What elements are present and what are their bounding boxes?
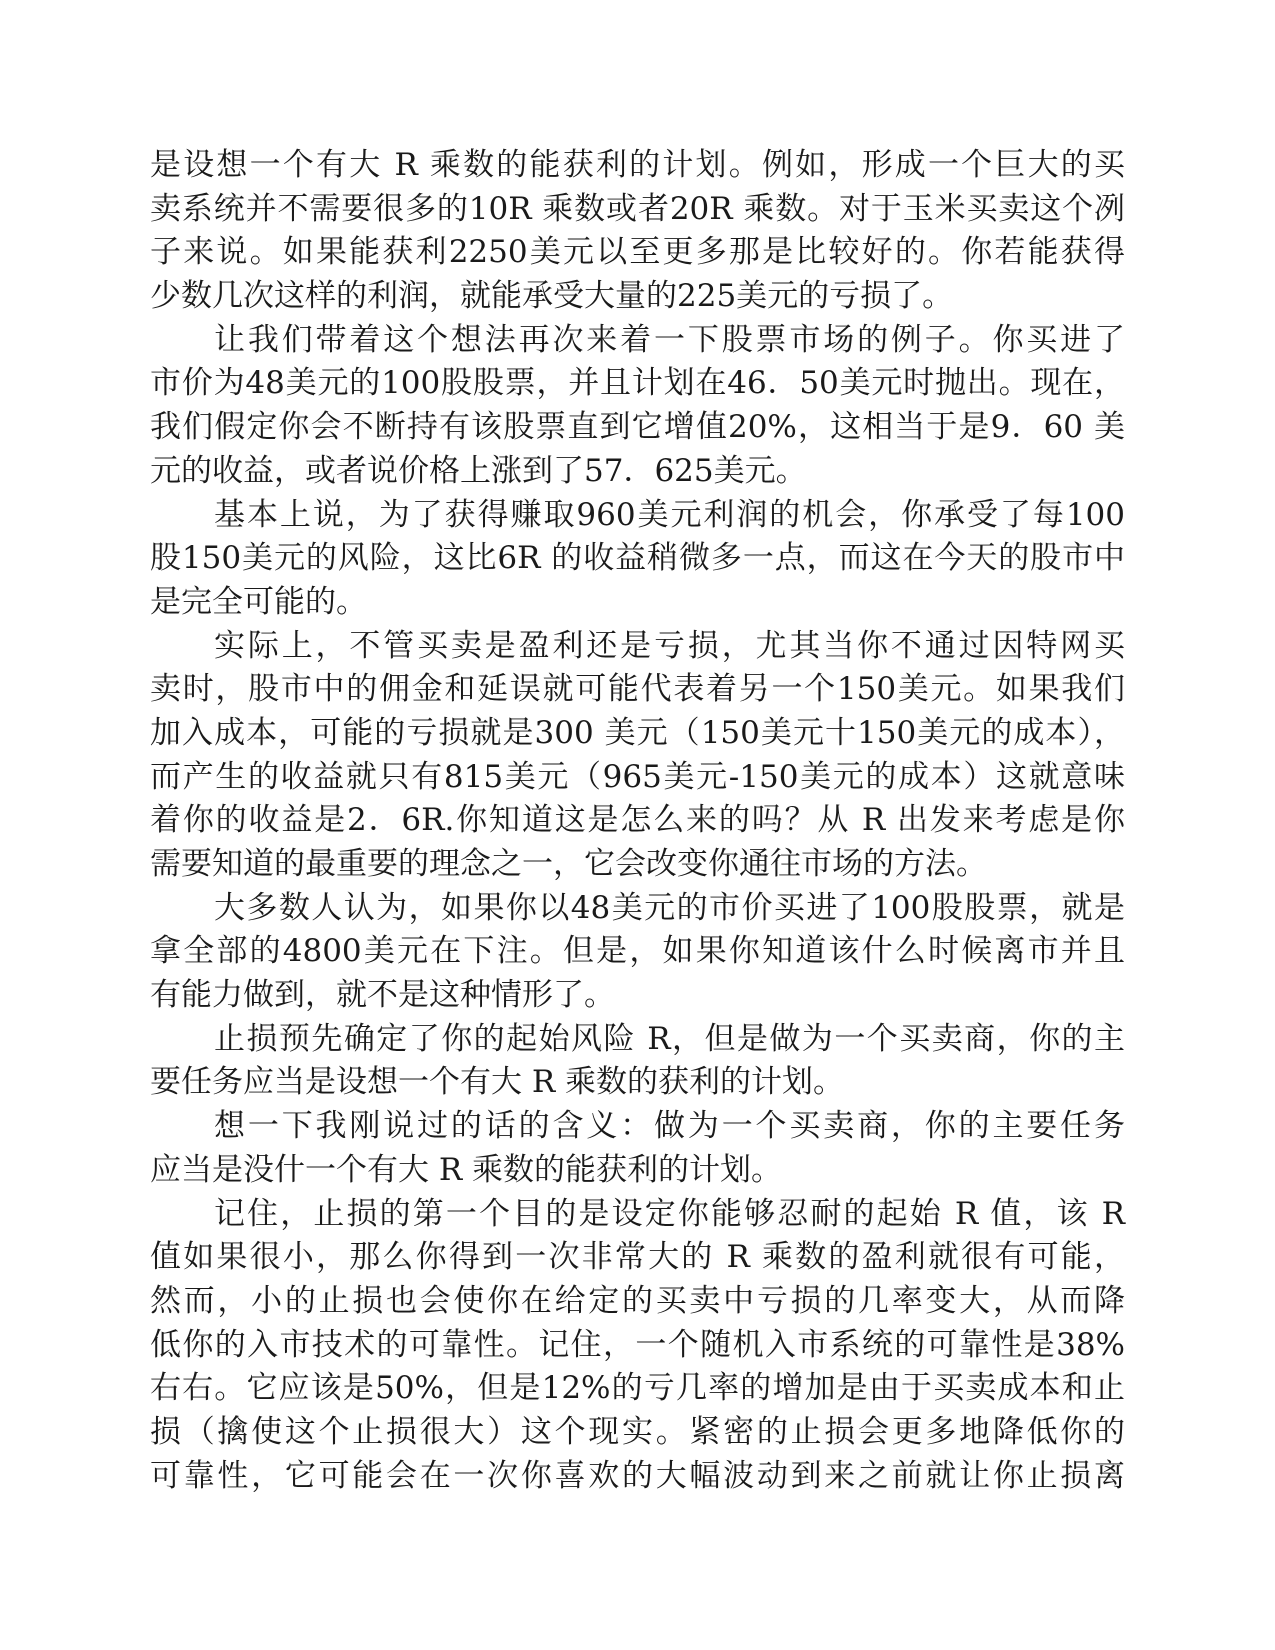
text-line: 实际上，不管买卖是盈利还是亏损，尤其当你不通过因特网买	[214, 627, 1125, 664]
text-line: 然而，小的止损也会使你在给定的买卖中亏损的几率变大，从而降	[150, 1282, 1125, 1319]
text-line: 止损预先确定了你的起始风险 R，但是做为一个买卖商，你的主	[214, 1020, 1125, 1057]
text-line: 让我们带着这个想法再次来着一下股票市场的例子。你买进了	[214, 321, 1125, 358]
text-line: 着你的收益是2．6R.你知道这是怎么来的吗？从 R 出发来考虑是你	[150, 802, 1125, 839]
text-line: 应当是没什一个有大 R 乘数的能获利的计划。	[150, 1151, 783, 1188]
text-line: 是完全可能的。	[150, 583, 367, 620]
text-line: 有能力做到，就不是这种情形了。	[150, 977, 615, 1014]
text-line: 少数几次这样的利润，就能承受大量的225美元的亏损了。	[150, 278, 954, 315]
text-line: 基本上说，为了获得赚取960美元利润的机会，你承受了每100	[214, 496, 1125, 533]
text-line: 子来说。如果能获利2250美元以至更多那是比较好的。你若能获得	[150, 234, 1125, 271]
text-line: 要任务应当是设想一个有大 R 乘数的获利的计划。	[150, 1064, 845, 1101]
body-text	[150, 144, 1125, 1498]
text-line: 拿全部的4800美元在下注。但是，如果你知道该什么时候离市并且	[150, 933, 1125, 970]
text-line: 需要知道的最重要的理念之一，它会改变你通往市场的方法。	[150, 846, 987, 882]
text-line: 加入成本，可能的亏损就是300 美元（150美元十150美元的成本），	[150, 714, 1125, 751]
text-line: 右右。它应该是50%，但是12%的亏几率的增加是由于买卖成本和止	[150, 1370, 1125, 1407]
text-line: 是设想一个有大 R 乘数的能获利的计划。例如，形成一个巨大的买	[150, 147, 1125, 183]
text-line: 而产生的收益就只有815美元（965美元-150美元的成本）这就意味	[150, 758, 1125, 795]
text-line: 损（擒使这个止损很大）这个现实。紧密的止损会更多地降低你的	[150, 1413, 1125, 1450]
text-line: 市价为48美元的100股股票，并且计划在46．50美元时抛出。现在，	[150, 365, 1125, 402]
text-line: 想一下我刚说过的话的含义：做为一个买卖商，你的主要任务	[214, 1108, 1125, 1145]
text-line: 记住，止损的第一个目的是设定你能够忍耐的起始 R 值，该 R	[214, 1195, 1125, 1232]
text-line: 元的收益，或者说价格上涨到了57．625美元。	[150, 452, 807, 489]
text-line: 低你的入市技术的可靠性。记住，一个随机入市系统的可靠性是38%	[150, 1326, 1125, 1363]
text-line: 我们假定你会不断持有该股票直到它增值20%，这相当于是9．60 美	[150, 409, 1125, 446]
text-line: 股150美元的风险，这比6R 的收益稍微多一点，而这在今天的股市中	[150, 540, 1125, 577]
text-line: 大多数人认为，如果你以48美元的市价买进了100股股票，就是	[214, 889, 1125, 926]
text-line: 可靠性，它可能会在一次你喜欢的大幅波动到来之前就让你止损离	[150, 1457, 1125, 1494]
text-line: 卖系统并不需要很多的10R 乘数或者20R 乘数。对于玉米买卖这个冽	[150, 190, 1125, 227]
text-line: 卖时，股市中的佣金和延误就可能代表着另一个150美元。如果我们	[150, 671, 1125, 708]
text-line: 值如果很小，那么你得到一次非常大的 R 乘数的盈利就很有可能，	[150, 1239, 1125, 1276]
